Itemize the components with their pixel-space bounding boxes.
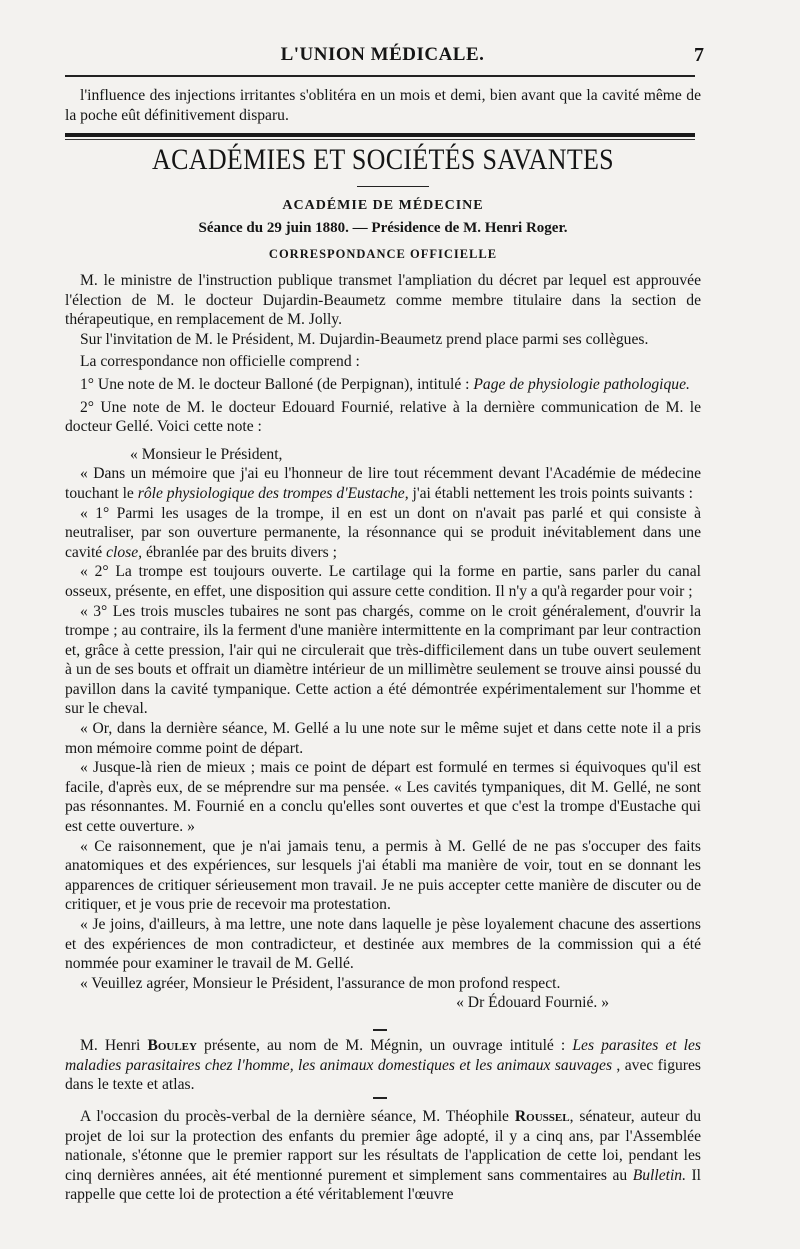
text-span: ébranlée par des bruits divers ; — [142, 543, 337, 561]
running-header — [65, 44, 704, 72]
paragraph — [65, 464, 701, 503]
paragraph: 2° Une note de M. le docteur Edouard Fournié, relative à la dernière communication de M. le docteur Gellé. Voici cette note : — [65, 398, 701, 436]
seance-line: Séance du 29 juin 1880. — Présidence de M. Henri Roger. — [198, 220, 568, 236]
text-span: A l'occasion du procès-verbal de la dernière séance, M. Théophile — [80, 1108, 515, 1125]
text-span: 1° Une note de M. le docteur Balloné (de Perpignan), intitulé : — [80, 375, 474, 393]
paragraph: M. le ministre de l'instruction publique transmet l'ampliation du décret par lequel est approuvée l'élection de M. le docteur Dujardin-Beaumetz comme membre titulaire dans la section de thérapeutique, en remplacement de M. Jolly. — [65, 272, 701, 329]
italic-title: Les parasites et les maladies parasitaires chez l'homme, les animaux domestiques et les animaux sauvages — [65, 1037, 701, 1074]
italic-title: rôle physiologique des trompes d'Eustache, — [137, 484, 409, 502]
paragraph — [65, 504, 701, 563]
paragraph: « Jusque-là rien de mieux ; mais ce point de départ est formulé en termes si équivoques qu'il est facile, d'après eux, de se méprendre sur ma pensée. « Les cavités tympaniques, dit M. Gellé, ne sont pas résonnantes. M. Fournié en a conclu qu'elles sont ouvertes et que c'est la trompe d'Eustache qui est cette ouverture. » — [65, 759, 701, 836]
body-text — [65, 271, 701, 1013]
paragraph: La correspondance non officielle comprend : — [80, 353, 360, 371]
journal-title: L'UNION MÉDICALE. — [280, 44, 485, 65]
salutation: « Monsieur le Président, — [130, 445, 283, 463]
academy-heading: ACADÉMIE DE MÉDECINE — [282, 198, 484, 213]
body-text-2 — [65, 1036, 701, 1095]
paragraph — [65, 1107, 701, 1205]
header-rule — [65, 75, 695, 77]
paragraph — [65, 1036, 701, 1095]
text-span: présente, au nom de M. Mégnin, un ouvrage intitulé : — [196, 1037, 573, 1054]
paragraph: « Je joins, d'ailleurs, à ma lettre, une note dans laquelle je pèse loyalement chacune des assertions et des expériences de mon contradicteur, et destinée aux membres de la commission qui a été nommée pour examiner le travail de M. Gellé. — [65, 916, 701, 973]
name-smallcaps: Roussel — [514, 1108, 570, 1125]
page-number: 7 — [694, 44, 704, 66]
paragraph: « Or, dans la dernière séance, M. Gellé a lu une note sur le même sujet et dans cette note il a pris mon mémoire comme point de départ. — [65, 720, 701, 757]
text-span: « Dans un mémoire que j'ai eu l'honneur de lire tout récemment devant l'Académie de médecine touchant le — [65, 465, 701, 502]
text-span: j'ai établi nettement les trois points suivants : — [408, 484, 693, 502]
text-span: , sénateur, auteur du projet de loi sur la protection des enfants du premier âge adopté, il y a cinq ans, par l'Assemblée nationale, s'étonne que le premier rapport sur les résultats de l'application de cette loi, pendant les cinq dernières années, ait été mentionné purement et simplement sans commentaires au — [65, 1108, 702, 1184]
signature: « Dr Édouard Fournié. » — [456, 994, 609, 1012]
italic-word: close, — [106, 543, 143, 561]
italic-title: Page de physiologie pathologique. — [473, 375, 690, 393]
text-span: , avec figures dans le texte et atlas. — [65, 1056, 701, 1094]
paragraph: Sur l'invitation de M. le Président, M. Dujardin-Beaumetz prend place parmi ses collègues. — [80, 330, 649, 348]
name-smallcaps: Bouley — [147, 1037, 197, 1054]
italic-word: Bulletin. — [632, 1166, 686, 1184]
title-underline — [357, 186, 429, 187]
section-title: ACADÉMIES ET SOCIÉTÉS SAVANTES — [152, 143, 614, 176]
section-thick-rule — [65, 133, 695, 137]
paragraph: « 2° La trompe est toujours ouverte. Le cartilage qui la forme en partie, sans parler du canal osseux, présente, en effet, une disposition qui assure cette condition. Il n'y a qu'à regarder pour voir ; — [65, 563, 701, 600]
correspondence-heading: CORRESPONDANCE OFFICIELLE — [268, 247, 498, 261]
separator-dash — [373, 1029, 387, 1031]
paragraph: « 3° Les trois muscles tubaires ne sont pas chargés, comme on le croit généralement, d'ouvrir la trompe ; au contraire, ils la ferment d'une manière intermittente en la comprimant par leur contraction et, grâce à cette pression, l'air qui ne circulerait que très-difficilement dans un tube ouvert seulement à un de ses bouts et offrait un diamètre intérieur de un millimètre seulement se trouve ainsi poussé du pavillon dans la cavité tympanique. Cette action a été démontrée expérimentalement sur l'homme et sur le cheval. — [65, 602, 701, 718]
text-span: M. Henri — [80, 1037, 148, 1054]
text-span: « 1° Parmi les usages de la trompe, il en est un dont on n'avait pas parlé et qui consiste à neutraliser, par son ouverture permanente, la résonnance qui se produit inévitablement dans une cavité — [65, 504, 701, 561]
paragraph: « Ce raisonnement, que je n'ai jamais tenu, a permis à M. Gellé de ne pas s'occuper des faits anatomiques et des expériences, sur lesquels j'ai établi ma manière de voir, tout en se donnant les apparences de critiquer sérieusement mon travail. Je ne puis accepter cette manière de discuter ou de critiquer, et je vous prie de recevoir ma protestation. — [65, 837, 701, 914]
intro-block — [65, 86, 701, 125]
section-thin-rule — [65, 139, 695, 140]
separator-dash — [373, 1097, 387, 1099]
intro-paragraph: l'influence des injections irritantes s'oblitéra en un mois et demi, bien avant que la cavité même de la poche eût définitivement disparu. — [65, 87, 701, 124]
body-text-3 — [65, 1107, 701, 1205]
paragraph: « Veuillez agréer, Monsieur le Président, l'assurance de mon profond respect. — [80, 974, 561, 992]
text-span: Il rappelle que cette loi de protection a été véritablement l'œuvre — [65, 1166, 701, 1204]
paragraph — [65, 375, 701, 395]
